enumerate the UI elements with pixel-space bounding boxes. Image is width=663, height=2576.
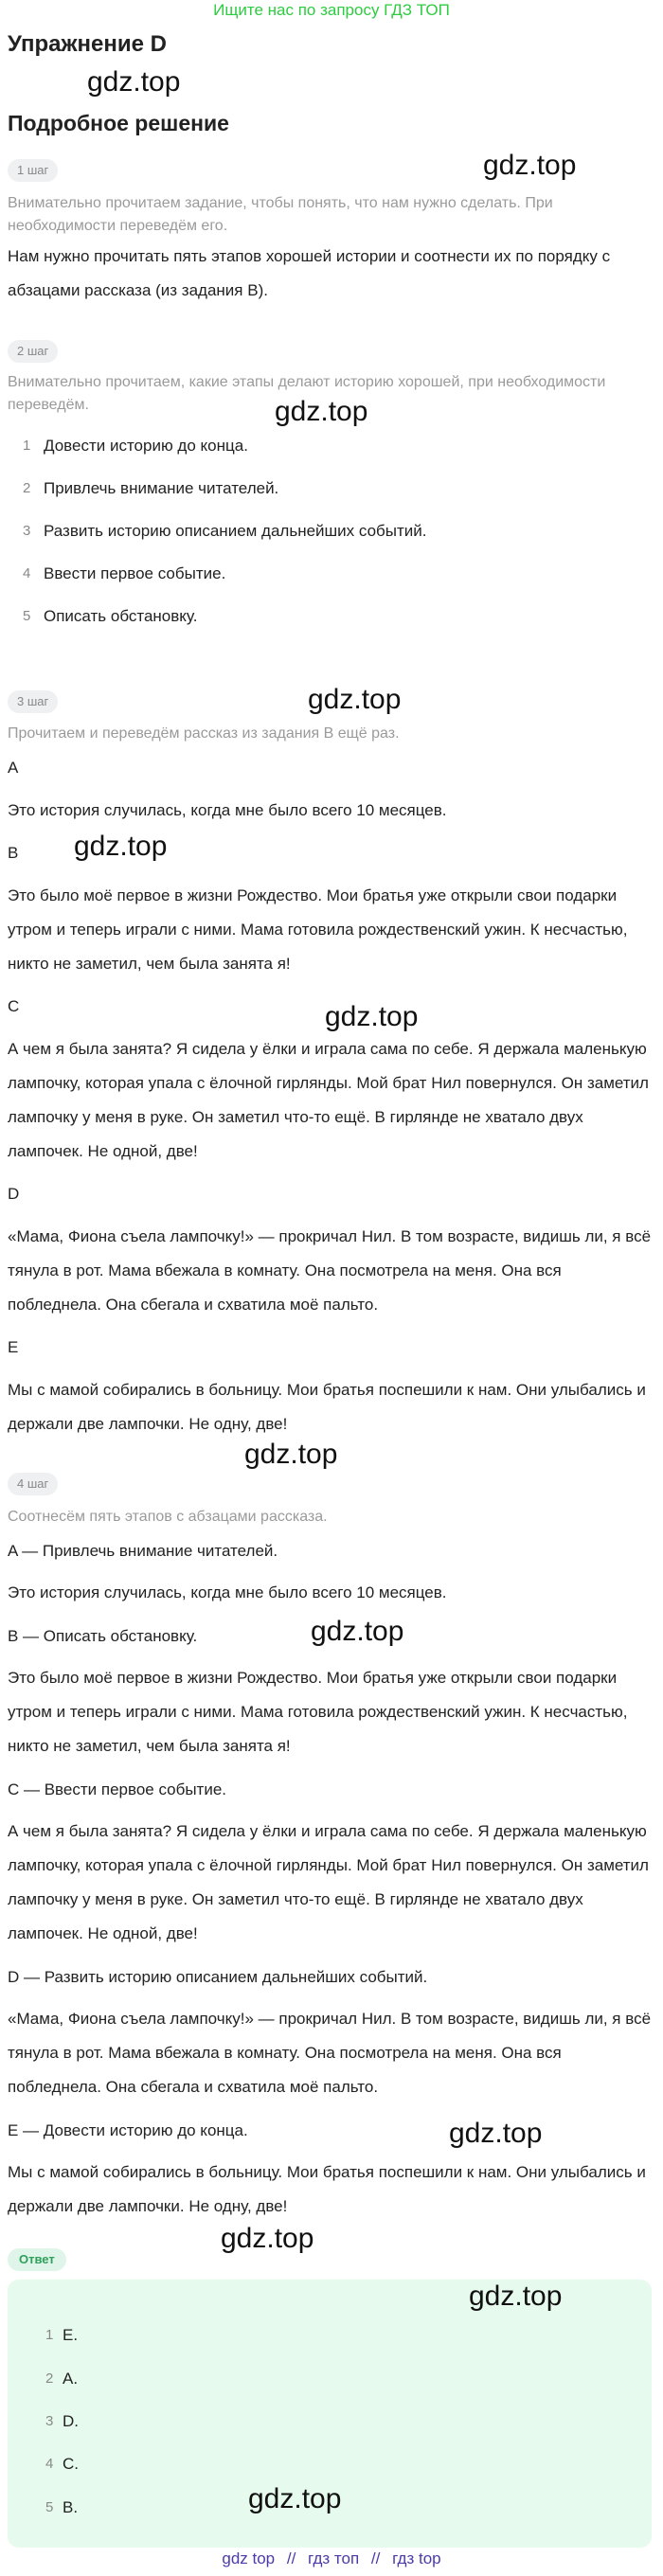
answer-number: 2 [45, 2370, 54, 2387]
section-title: Подробное решение [8, 111, 229, 135]
watermark: gdz.top [311, 1616, 404, 1647]
step-badge: 1 шаг [8, 159, 58, 182]
match-text: Это было моё первое в жизни Рождество. Мои братья уже открыли свои подарки утром и теперь играли с ними. Мама готовила рождественский ужин. К несчастью, никто не заметил, чем была занята я! [8, 1669, 628, 1755]
step-badge: 4 шаг [8, 1473, 58, 1495]
paragraph-text: Мы с мамой собирались в больницу. Мои братья поспешили к нам. Они улыбались и держали две лампочки. Не одну, две! [8, 1381, 646, 1433]
step-text: Нам нужно прочитать пять этапов хорошей истории и соотнести их по порядку с абзацами рассказа (из задания B). [8, 247, 611, 299]
answer-item: E. [63, 2326, 79, 2344]
watermark: gdz.top [483, 150, 577, 181]
watermark: gdz.top [308, 684, 402, 715]
footer-link[interactable]: гдз top [392, 2549, 441, 2567]
top-banner[interactable]: Ищите нас по запросу ГДЗ ТОП [213, 1, 450, 19]
list-item-number: 4 [23, 565, 31, 581]
step-note: Прочитаем и переведём рассказ из задания B ещё раз. [8, 725, 400, 742]
list-item: Довести историю до конца. [44, 437, 248, 455]
watermark: gdz.top [244, 1439, 338, 1470]
answer-number: 1 [45, 2327, 54, 2343]
footer-separator: // [370, 2549, 381, 2567]
footer-links [0, 2549, 663, 2568]
answer-number: 4 [45, 2456, 54, 2472]
watermark: gdz.top [221, 2223, 314, 2254]
list-item: Ввести первое событие. [44, 564, 226, 582]
answer-item: C. [63, 2455, 79, 2473]
paragraph-label: E [8, 1338, 19, 1356]
match-label: B — Описать обстановку. [8, 1627, 198, 1645]
paragraph-text: Это было моё первое в жизни Рождество. Мои братья уже открыли свои подарки утром и теперь играли с ними. Мама готовила рождественский ужин. К несчастью, никто не заметил, чем была занята я! [8, 886, 628, 973]
watermark: gdz.top [87, 66, 181, 98]
match-label: D — Развить историю описанием дальнейших событий. [8, 1968, 428, 1986]
match-text: Мы с мамой собирались в больницу. Мои братья поспешили к нам. Они улыбались и держали две лампочки. Не одну, две! [8, 2163, 646, 2215]
watermark: gdz.top [275, 396, 368, 427]
answer-number: 3 [45, 2413, 54, 2429]
watermark: gdz.top [248, 2483, 342, 2514]
answer-number: 5 [45, 2499, 54, 2515]
footer-link[interactable]: гдз топ [308, 2549, 360, 2567]
watermark: gdz.top [74, 831, 168, 862]
page-title: Упражнение D [8, 31, 167, 57]
paragraph-text: «Мама, Фиона съела лампочку!» — прокричал Нил. В том возрасте, видишь ли, я всё тянула в рот. Мама вбежала в комнату. Она посмотрела на меня. Она вся побледнела. Она сбегала и схватила моё пальто. [8, 1227, 652, 1314]
answer-item: A. [63, 2370, 79, 2388]
watermark: gdz.top [325, 1001, 419, 1032]
watermark: gdz.top [449, 2118, 543, 2149]
match-text: «Мама, Фиона съела лампочку!» — прокричал Нил. В том возрасте, видишь ли, я всё тянула в рот. Мама вбежала в комнату. Она посмотрела на меня. Она вся побледнела. Она сбегала и схватила моё пальто. [8, 2010, 652, 2096]
paragraph-label: B [8, 844, 19, 862]
paragraph-label: C [8, 997, 20, 1015]
list-item: Привлечь внимание читателей. [44, 479, 279, 497]
footer-link[interactable]: gdz top [222, 2549, 276, 2567]
answer-item: B. [63, 2498, 79, 2516]
paragraph-text: Это история случилась, когда мне было всего 10 месяцев. [8, 801, 447, 819]
footer-separator: // [286, 2549, 296, 2567]
answer-item: D. [63, 2412, 79, 2430]
answer-badge: Ответ [8, 2248, 66, 2271]
match-text: А чем я была занята? Я сидела у ёлки и играла сама по себе. Я держала маленькую лампочку, которая упала с ёлочной гирлянды. Мой брат Нил повернулся. Он заметил лампочку у меня в руке. Он заметил что-то ещё. В гирлянде не хватало двух лампочек. Не одной, две! [8, 1822, 649, 1942]
list-item-number: 1 [23, 438, 31, 454]
paragraph-label: A [8, 759, 19, 777]
match-text: Это история случилась, когда мне было всего 10 месяцев. [8, 1583, 447, 1601]
match-label: C — Ввести первое событие. [8, 1780, 227, 1798]
step-badge: 3 шаг [8, 690, 58, 713]
list-item-number: 2 [23, 480, 31, 496]
step-note: Соотнесём пять этапов с абзацами рассказа. [8, 1509, 328, 1525]
list-item: Развить историю описанием дальнейших событий. [44, 522, 427, 540]
match-label: A — Привлечь внимание читателей. [8, 1542, 278, 1560]
watermark: gdz.top [469, 2281, 563, 2312]
step-note: Внимательно прочитаем задание, чтобы понять, что нам нужно сделать. При необходимости переведём его. [8, 195, 553, 234]
list-item-number: 3 [23, 523, 31, 539]
paragraph-label: D [8, 1185, 20, 1203]
list-item: Описать обстановку. [44, 607, 198, 625]
step-badge: 2 шаг [8, 340, 58, 363]
paragraph-text: А чем я была занята? Я сидела у ёлки и играла сама по себе. Я держала маленькую лампочку, которая упала с ёлочной гирлянды. Мой брат Нил повернулся. Он заметил лампочку у меня в руке. Он заметил что-то ещё. В гирлянде не хватало двух лампочек. Не одной, две! [8, 1040, 649, 1160]
step-note: Внимательно прочитаем, какие этапы делают историю хорошей, при необходимости переведём. [8, 374, 606, 413]
match-label: E — Довести историю до конца. [8, 2121, 248, 2139]
list-item-number: 5 [23, 608, 31, 624]
